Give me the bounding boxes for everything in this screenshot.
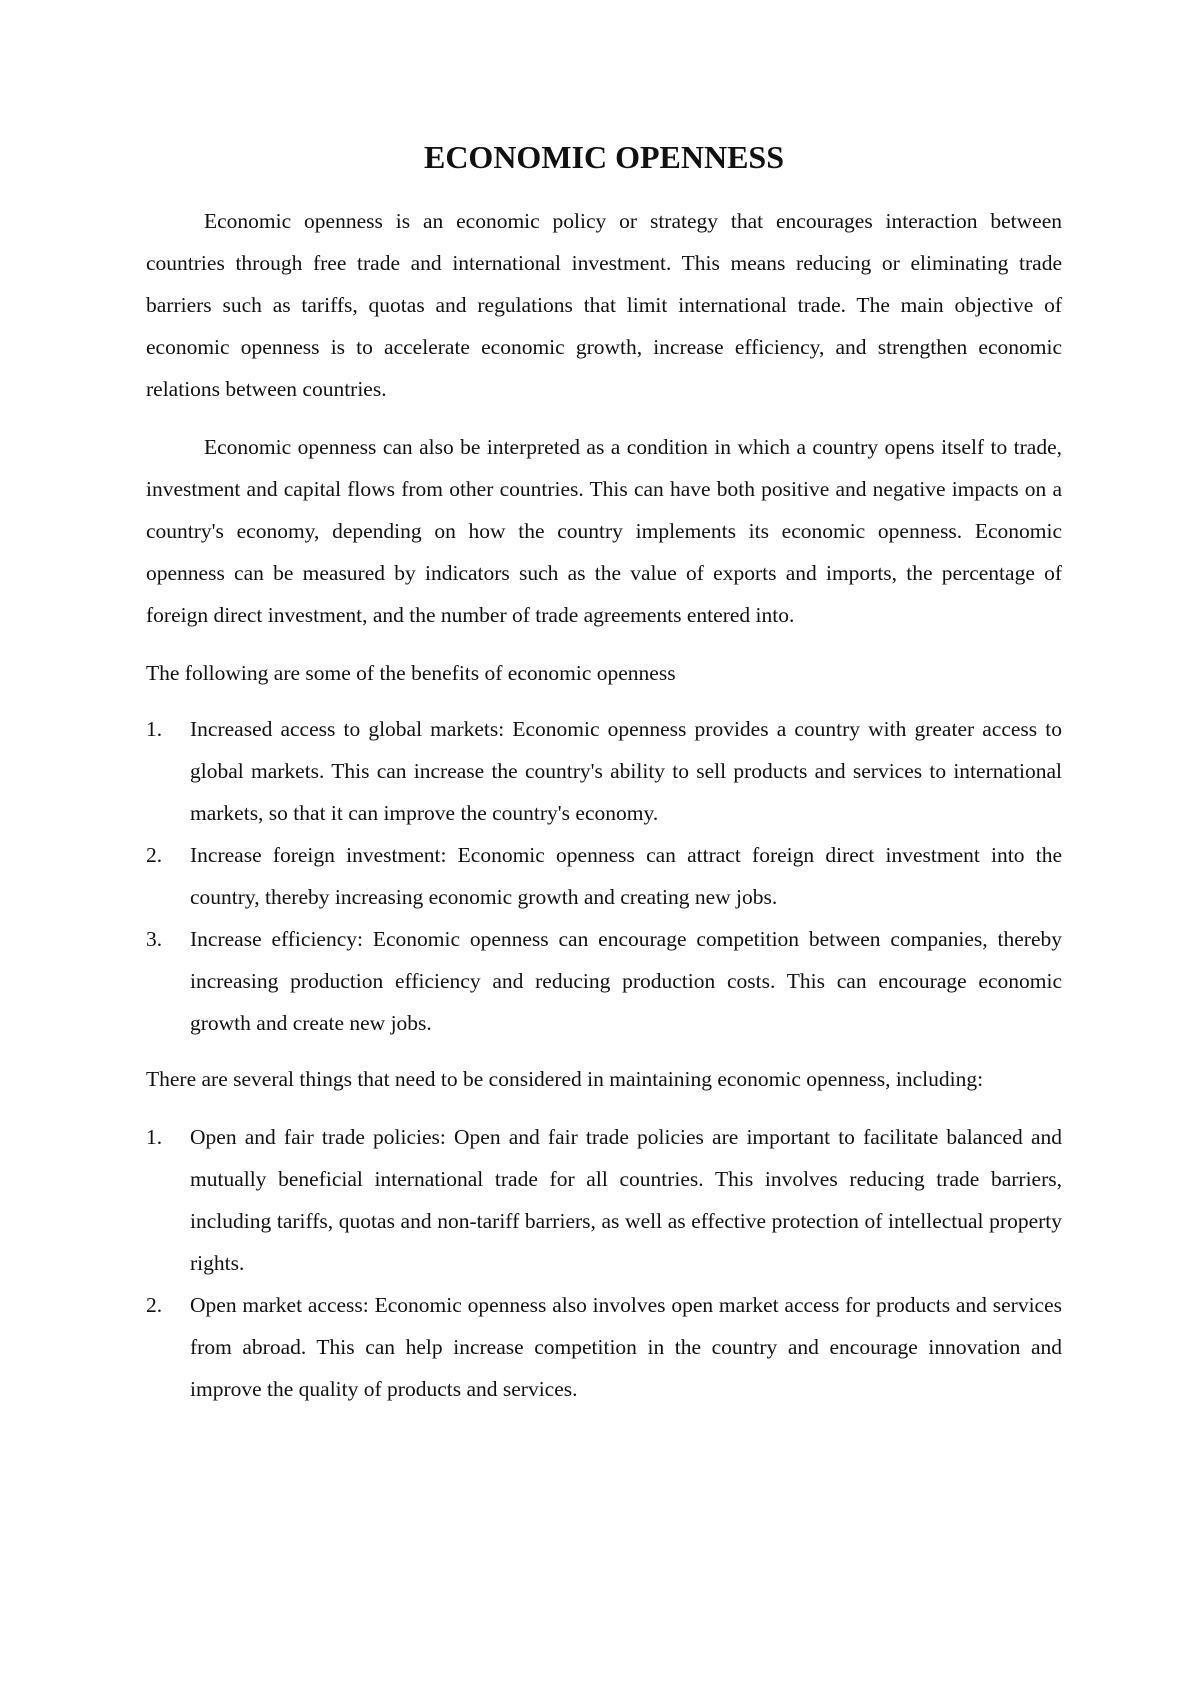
list-item <box>146 918 1062 1044</box>
list-item-text: Increase efficiency: Economic openness can encourage competition between companies, thereby increasing production efficiency and reducing production costs. This can encourage economic growth and create new jobs. <box>190 927 1062 1036</box>
list-item-number: 2. <box>146 1293 163 1318</box>
list-item-text: Increase foreign investment: Economic openness can attract foreign direct investment into the country, thereby increasing economic growth and creating new jobs. <box>190 843 1062 910</box>
list-item-number: 2. <box>146 843 163 868</box>
list-item-number: 1. <box>146 1125 163 1150</box>
paragraph-definition: Economic openness is an economic policy or strategy that encourages interaction between countries through free trade and international investment. This means reducing or eliminating trade barriers such as tariffs, quotas and regulations that limit international trade. The main objective of economic openness is to accelerate economic growth, increase efficiency, and strengthen economic relations between countries. <box>146 209 1062 402</box>
list-item <box>146 834 1062 918</box>
document-title: ECONOMIC OPENNESS <box>423 139 785 175</box>
considerations-intro: There are several things that need to be considered in maintaining economic openness, including: <box>146 1067 984 1092</box>
document-page <box>146 138 1062 1424</box>
list-item-text: Open and fair trade policies: Open and fair trade policies are important to facilitate balanced and mutually beneficial international trade for all countries. This involves reducing trade barriers, including tariffs, quotas and non-tariff barriers, as well as effective protection of intellectual property rights. <box>190 1125 1062 1276</box>
list-item <box>146 1116 1062 1284</box>
benefits-intro: The following are some of the benefits of economic openness <box>146 661 676 686</box>
considerations-list <box>146 1116 1062 1410</box>
list-item-text: Increased access to global markets: Economic openness provides a country with greater access to global markets. This can increase the country's ability to sell products and services to international markets, so that it can improve the country's economy. <box>190 717 1062 826</box>
benefits-list <box>146 708 1062 1044</box>
list-item <box>146 708 1062 834</box>
list-item-number: 1. <box>146 717 163 742</box>
paragraph-interpretation: Economic openness can also be interpreted as a condition in which a country opens itself to trade, investment and capital flows from other countries. This can have both positive and negative impacts on a country's economy, depending on how the country implements its economic openness. Economic openness can be measured by indicators such as the value of exports and imports, the percentage of foreign direct investment, and the number of trade agreements entered into. <box>146 435 1062 628</box>
list-item-number: 3. <box>146 927 163 952</box>
list-item-text: Open market access: Economic openness also involves open market access for products and services from abroad. This can help increase competition in the country and encourage innovation and improve the quality of products and services. <box>190 1293 1062 1402</box>
list-item <box>146 1284 1062 1410</box>
